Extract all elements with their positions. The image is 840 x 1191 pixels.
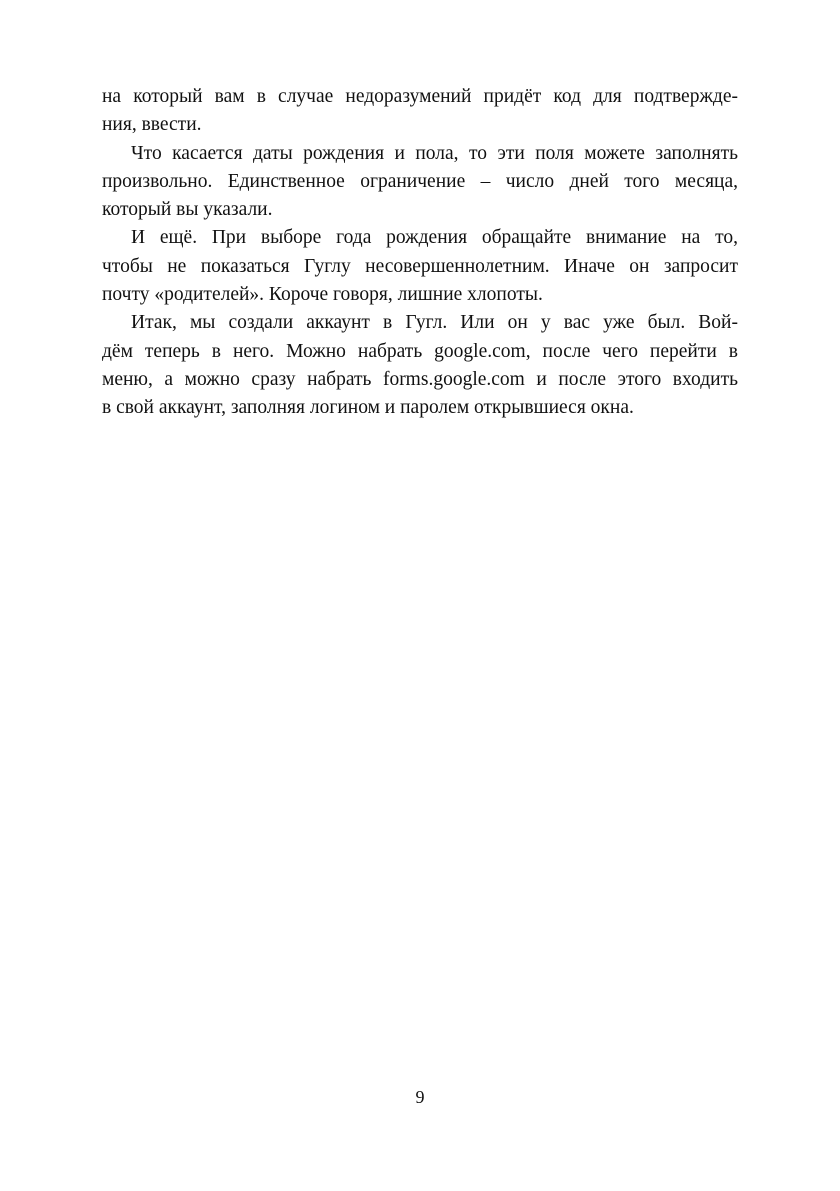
text-line: чтобы не показаться Гуглу несовершеннолетним. Иначе он запросит	[102, 255, 738, 277]
text-line: в свой аккаунт, заполняя логином и паролем открывшиеся окна.	[102, 397, 634, 419]
text-line: Итак, мы создали аккаунт в Гугл. Или он у вас уже был. Вой-	[131, 312, 738, 334]
paragraph	[102, 309, 738, 422]
text-line: меню, а можно сразу набрать forms.google.com и после этого входить	[102, 368, 738, 390]
text-line: Что касается даты рождения и пола, то эти поля можете заполнять	[131, 142, 738, 164]
body-text	[102, 83, 738, 423]
text-line: И ещё. При выборе года рождения обращайте внимание на то,	[131, 227, 738, 249]
text-line: который вы указали.	[102, 199, 273, 221]
text-line: почту «родителей». Короче говоря, лишние хлопоты.	[102, 284, 543, 306]
page-number: 9	[415, 1087, 425, 1107]
paragraph	[102, 83, 738, 140]
text-line: ния, ввести.	[102, 114, 202, 136]
text-line: дём теперь в него. Можно набрать google.com, после чего перейти в	[102, 340, 738, 362]
text-line: на который вам в случае недоразумений придёт код для подтвержде-	[102, 86, 738, 107]
text-line: произвольно. Единственное ограничение – число дней того месяца,	[102, 170, 738, 192]
paragraph	[102, 224, 738, 309]
paragraph	[102, 140, 738, 225]
